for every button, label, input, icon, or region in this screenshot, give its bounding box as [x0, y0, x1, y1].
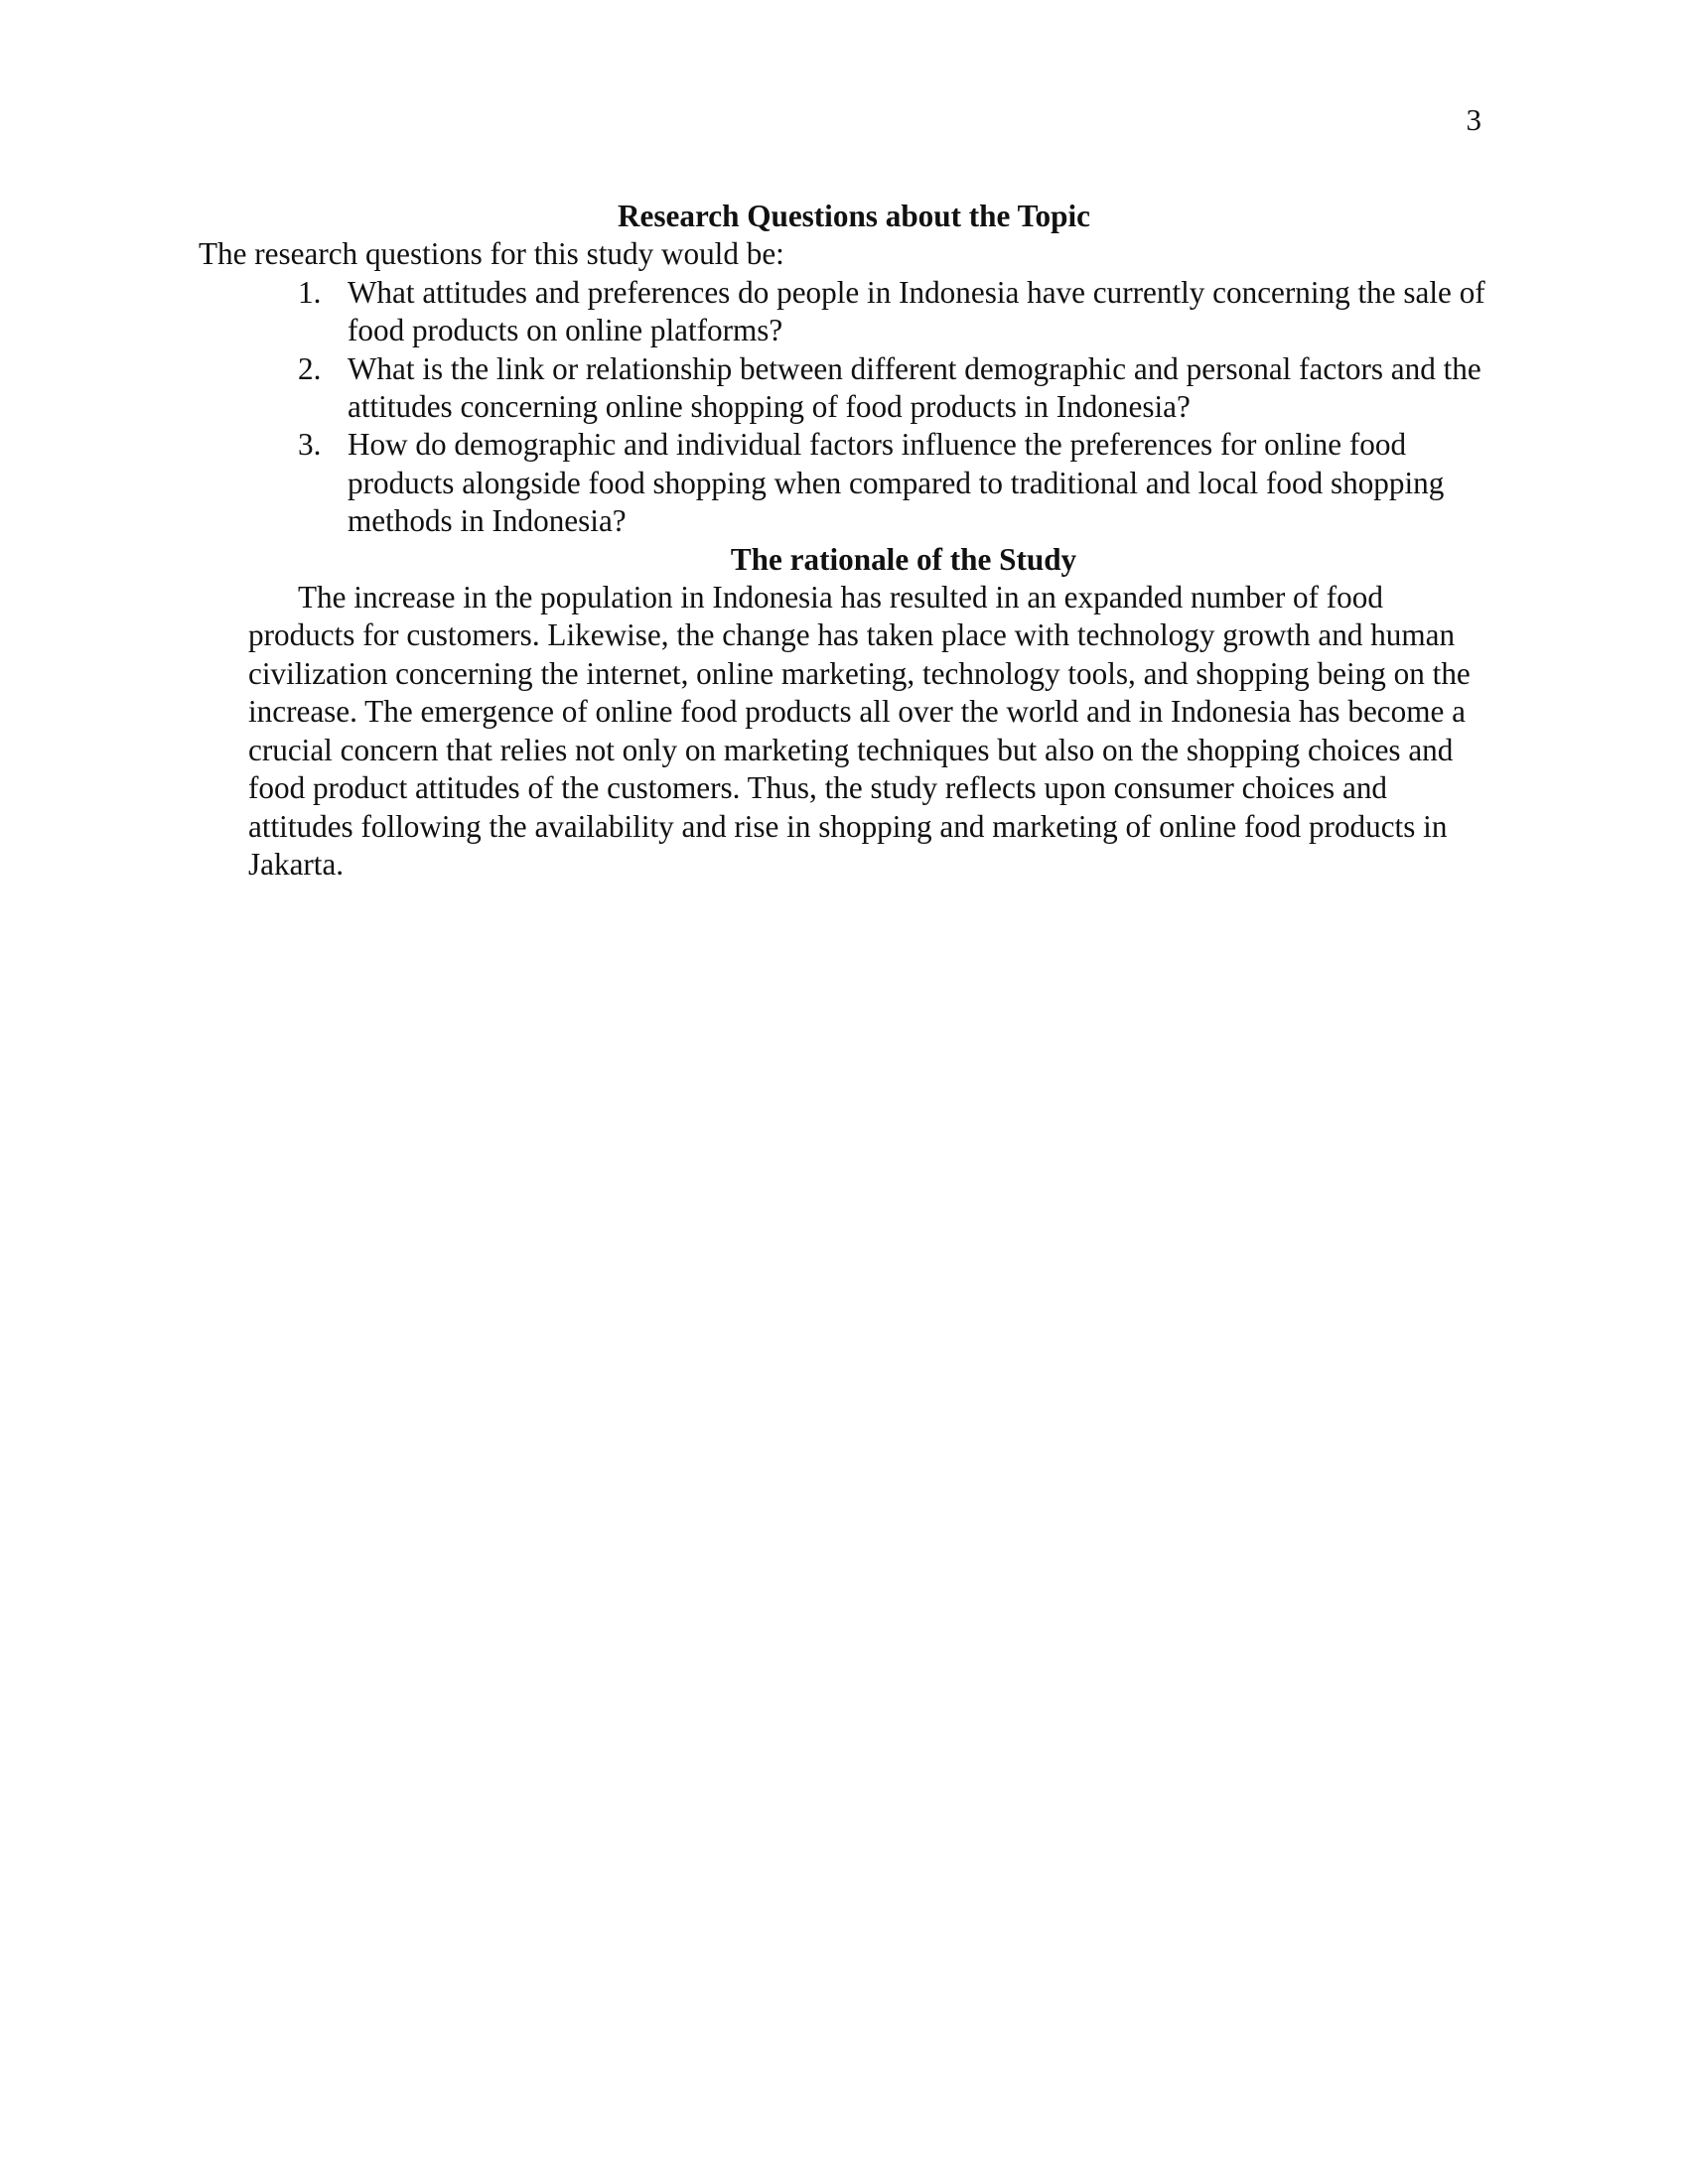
section-heading-research-questions: Research Questions about the Topic	[618, 199, 1090, 233]
document-body	[199, 198, 1509, 884]
list-item	[298, 350, 1509, 427]
list-item-text: What is the link or relationship between different demographic and personal factors and the attitudes concerning online shopping of food products in Indonesia?	[348, 350, 1481, 425]
list-item	[298, 274, 1509, 350]
section-heading-rationale: The rationale of the Study	[730, 541, 1077, 577]
list-item-number: 2.	[298, 350, 322, 386]
rationale-paragraph: The increase in the population in Indonesia has resulted in an expanded number of food products for customers. Likewise, the change has taken place with technology growth and human civilization concerning the internet, online marketing, technology tools, and shopping being on the increase. The emergence of online food products all over the world and in Indonesia has become a crucial concern that relies not only on marketing techniques but also on the shopping choices and food product attitudes of the customers. Thus, the study reflects upon consumer choices and attitudes following the availability and rise in shopping and marketing of online food products in Jakarta.	[248, 580, 1471, 882]
list-item-number: 1.	[298, 274, 322, 310]
list-item-text: What attitudes and preferences do people in Indonesia have currently concerning the sale of food products on online platforms?	[348, 274, 1485, 348]
list-item-text: How do demographic and individual factors influence the preferences for online food products alongside food shopping when compared to traditional and local food shopping methods in Indonesia?	[348, 427, 1445, 539]
intro-text: The research questions for this study would be:	[199, 236, 784, 272]
list-item	[298, 426, 1509, 540]
list-item-number: 3.	[298, 427, 322, 463]
research-questions-list	[199, 274, 1509, 541]
page-number: 3	[1466, 102, 1481, 137]
